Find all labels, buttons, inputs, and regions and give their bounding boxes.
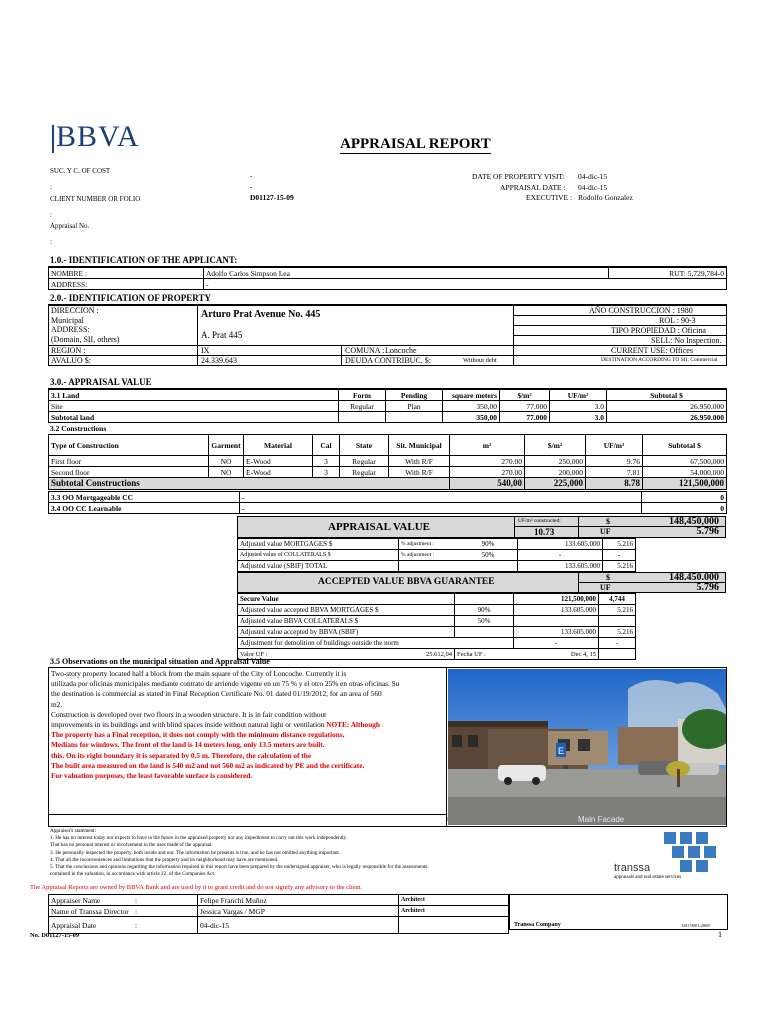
oo-table (48, 491, 727, 514)
iso-label: ISO 9001:2008 (682, 923, 710, 928)
land-header: $/m² (500, 390, 550, 401)
year: AÑO CONSTRUCCION : 1980 (589, 306, 693, 315)
acc-total-uf: 5.796 (696, 582, 719, 593)
tipo: TIPO PROPIEDAD : Oficina (611, 326, 706, 335)
transsa-name: transsa (614, 862, 651, 874)
table-row: Secure Value 121,500,000 4,744 (238, 594, 636, 605)
avaluo-label: AVALUO $: (51, 356, 91, 365)
land-header: Pending (386, 390, 443, 401)
table-row: Adjustment for demolition of buildings outside the norm - - (238, 638, 636, 649)
visit-value: 04-dic-15 (578, 172, 608, 181)
table-row: Adjusted value accepted by BBVA (SBIF) 133.605.000 5.216 (238, 627, 636, 638)
destination: DESTINATION ACCORDING TO SII: Commercial (601, 357, 718, 363)
bbva-logo: BBVA (52, 120, 139, 154)
uf-label: UF (600, 527, 611, 536)
addr-value: A. Prat 445 (201, 330, 243, 340)
avaluo-value: 24.339.643 (201, 356, 237, 365)
constructions-title: 3.2 Constructions (50, 424, 107, 433)
total-pesos: 148,450,000 (669, 516, 719, 527)
dash: - (250, 183, 253, 191)
region-value: IX (201, 346, 210, 355)
table-row: 3.3 OO Mortgageable CC - 0 (49, 492, 727, 503)
observations-text: Two-story property located half a block from the main square of the City of Loncoche. Currently it is utilizada por oficinas municipales mediante contrato de arriendo vigente en un 75 % y el otro 25% en otras oficinas. Su the destination is commercial as stated in Final Reception Certificate No. 01 dated 01/19/2012, for an area of 560 m2. Construction is developed over two floors in a wooden structure. It is in fair condition without improvements in its buildings and with blind spaces inside without natural light or ventilation NOTE: Although The property has a Final reception, it does not comply with the minimum distance regulations. Medians for windows. The front of the land is 14 meters long, only 13.5 meters are built. this. On its right boundary it is separated by 0.5 m. Therefore, the calculation of the The built area measured on the land is 540 m2 and not 560 m2 as indicated by PE and the certificate. For valuation purposes, the least favorable surface is considered. (51, 669, 400, 781)
land-header: UF/m² (550, 390, 607, 401)
colon: : (50, 238, 52, 246)
name-value: Adolfo Carlos Simpson Lea (204, 268, 609, 279)
table-row: Adjusted value accepted BBVA MORTGAGES $ 90% 133.605.000 5.216 (238, 605, 636, 616)
section-property-title: 2.0.- IDENTIFICATION OF PROPERTY (50, 293, 211, 303)
land-header: Subtotal $ (607, 390, 727, 401)
addr-note: (Domain, SII, others) (51, 335, 120, 344)
table-row: Appraisal Date : 04-dic-15 (49, 917, 509, 934)
exec-label: EXECUTIVE : (526, 193, 573, 202)
sell: SELL: No Inspection. (651, 336, 722, 345)
statement: Appraiser's statement: 1. He has no interest today nor expects to have in the future in the appraised property nor any impediment to carry out this work independently. That has no personal interest or involvement in the uses made of the appraisal. 3. He personally inspected the property, both inside and out. The information he presents is true, and he has not omitted anything important. 4. That all the inconveniences and limitations that the property and its neighborhood may have are mentioned. 5. That the conclusions and opinions regarding the information required in this report have been prepared by the undersigned appraiser, who is legally responsible for the assessments. contained in the valuation, in accordance with article 22. of the Companies Act. (50, 828, 429, 878)
table-row: Second floor NO E-Wood 3 Regular With R/F 270.00 200,000 7.81 54,000,000 (49, 467, 727, 478)
table-row: Adjusted value MORTGAGES $ % adjustment : 90% 133.605.000 5.216 (238, 539, 636, 550)
facade-photo (448, 669, 726, 825)
land-header: 3.1 Land (49, 390, 339, 401)
addr-label: ADDRESS: (51, 325, 90, 334)
address-value: - (204, 279, 727, 290)
svg-text:Main Facade: Main Facade (578, 815, 625, 824)
page-number: 1 (718, 930, 722, 939)
land-header: square meters (443, 390, 500, 401)
date-value: 04-dic-15 (578, 183, 608, 192)
land-header: Form (339, 390, 386, 401)
region-label: REGION : (51, 346, 86, 355)
company-label: Transsa Company (514, 922, 561, 928)
signature-table (48, 894, 509, 934)
constructions-table: Type of Construction Garment Material Cal State Sit. Municipal m² $/m² UF/m² Subtotal $ First floor NO E-Wood 3 Regular With R/F 270.00 250,000 9.76 67,500,000 Second floor NO E-Wood 3 Regular With R/F 270.00 200,000 7.81 54,000,000 Subtotal Constructions 540,00 225,000 8.78 121,500,000 (48, 434, 727, 490)
exec-value: Rodolfo Gonzalez (578, 193, 633, 202)
visit-label: DATE OF PROPERTY VISIT: (472, 172, 565, 181)
appraisal-value-box (237, 516, 726, 538)
rol: ROL : 90-3 (659, 316, 696, 325)
deuda-value: Without debt (463, 357, 497, 364)
address-label: ADDRESS: (49, 279, 204, 290)
table-row: Adjusted value (SBIF) TOTAL 133.605.000 5.216 (238, 561, 636, 572)
acc-total-pesos: 148.450.000 (669, 572, 719, 583)
observations-box (48, 667, 727, 827)
client-label: CLIENT NUMBER OR FOLIO (50, 195, 141, 203)
land-table (48, 389, 727, 423)
uf-m2: 10.73 (534, 527, 555, 537)
page-title: APPRAISAL REPORT (340, 136, 491, 152)
date-label: APPRAISAL DATE : (500, 183, 566, 192)
dollar-label: $ (606, 517, 610, 526)
table-row: Valor UF : 25.612,04 Fecha UF : Dec 4, 15 (238, 649, 636, 660)
disclaimer: The Appraisal Reports are owned by BBVA Bank and are used by it to grant credit and do not signify any advisory to the client. (30, 884, 363, 891)
dash: - (250, 172, 253, 180)
uf-label: UF (600, 583, 611, 592)
accepted-value-box (237, 572, 726, 593)
table-row: Appraiser Name : Felipe Franchi Muñoz Architect (49, 895, 509, 906)
name-label: NOMBRE : (49, 268, 204, 279)
comuna-value: Loncoche (385, 346, 417, 355)
colon: : (50, 183, 52, 191)
table-row: Name of Transsa Director : Jessica Vargas / MGP Architect (49, 906, 509, 917)
constructions-subtotal-row: Subtotal Constructions 540,00 225,000 8.78 121,500,000 (49, 478, 727, 490)
applicant-table (48, 267, 727, 290)
svg-text:E: E (558, 746, 565, 756)
table-row: Adjusted value of COLLATERALS $ % adjustment : 50% - - (238, 550, 636, 561)
section-appraisal-title: 3.0.- APPRAISAL VALUE (50, 377, 152, 387)
property-table (48, 305, 727, 366)
table-row: 3.4 OO CC Learnable - 0 (49, 503, 727, 514)
accepted-value-table (237, 593, 636, 660)
colon: : (50, 211, 52, 219)
transsa-tagline: appraisals and real estate services (614, 875, 682, 880)
current-use: CURRENT USE: Offices (611, 346, 693, 355)
table-row: Adjusted value BBVA COLLATERALS $ 50% (238, 616, 636, 627)
land-subtotal-row: Subtotal land 350,00 77.000 3.0 26.950.000 (49, 412, 727, 423)
table-row: First floor NO E-Wood 3 Regular With R/F 270.00 250,000 9.76 67,500,000 (49, 456, 727, 467)
section-applicant-title: 1.0.- IDENTIFICATION OF THE APPLICANT: (50, 255, 238, 265)
dir-label: DIRECCION : (51, 306, 99, 315)
footer-number: No. D01127-15-09 (30, 932, 80, 939)
uf-note: UF/m² constructed: (518, 518, 561, 524)
observations-title: 3.5 Observations on the municipal situation and Appraisal Value (50, 657, 270, 666)
appraisal-value-title: APPRAISAL VALUE (328, 521, 430, 533)
appraisal-no-label: Appraisal No. (50, 222, 90, 230)
total-uf: 5.796 (696, 526, 719, 537)
appraisal-value-table (237, 538, 636, 572)
municipal-label: Municipal (51, 316, 84, 325)
suc-label: SUC. Y C. OF COST (50, 167, 111, 175)
dollar-label: $ (606, 573, 610, 582)
table-row: Site Regular Plan 350,00 77.000 3.0 26.950.000 (49, 401, 727, 412)
deuda-label: DEUDA CONTRIBUC. $: (345, 356, 432, 365)
accepted-value-title: ACCEPTED VALUE BBVA GUARANTEE (318, 577, 495, 587)
rut: RUT: 5,729,784-0 (609, 268, 727, 279)
folio-value: D01127-15-09 (250, 193, 294, 202)
transsa-logo-icon (664, 830, 718, 876)
dir-value: Arturo Prat Avenue No. 445 (201, 309, 321, 320)
comuna-label: COMUNA : (345, 346, 385, 355)
